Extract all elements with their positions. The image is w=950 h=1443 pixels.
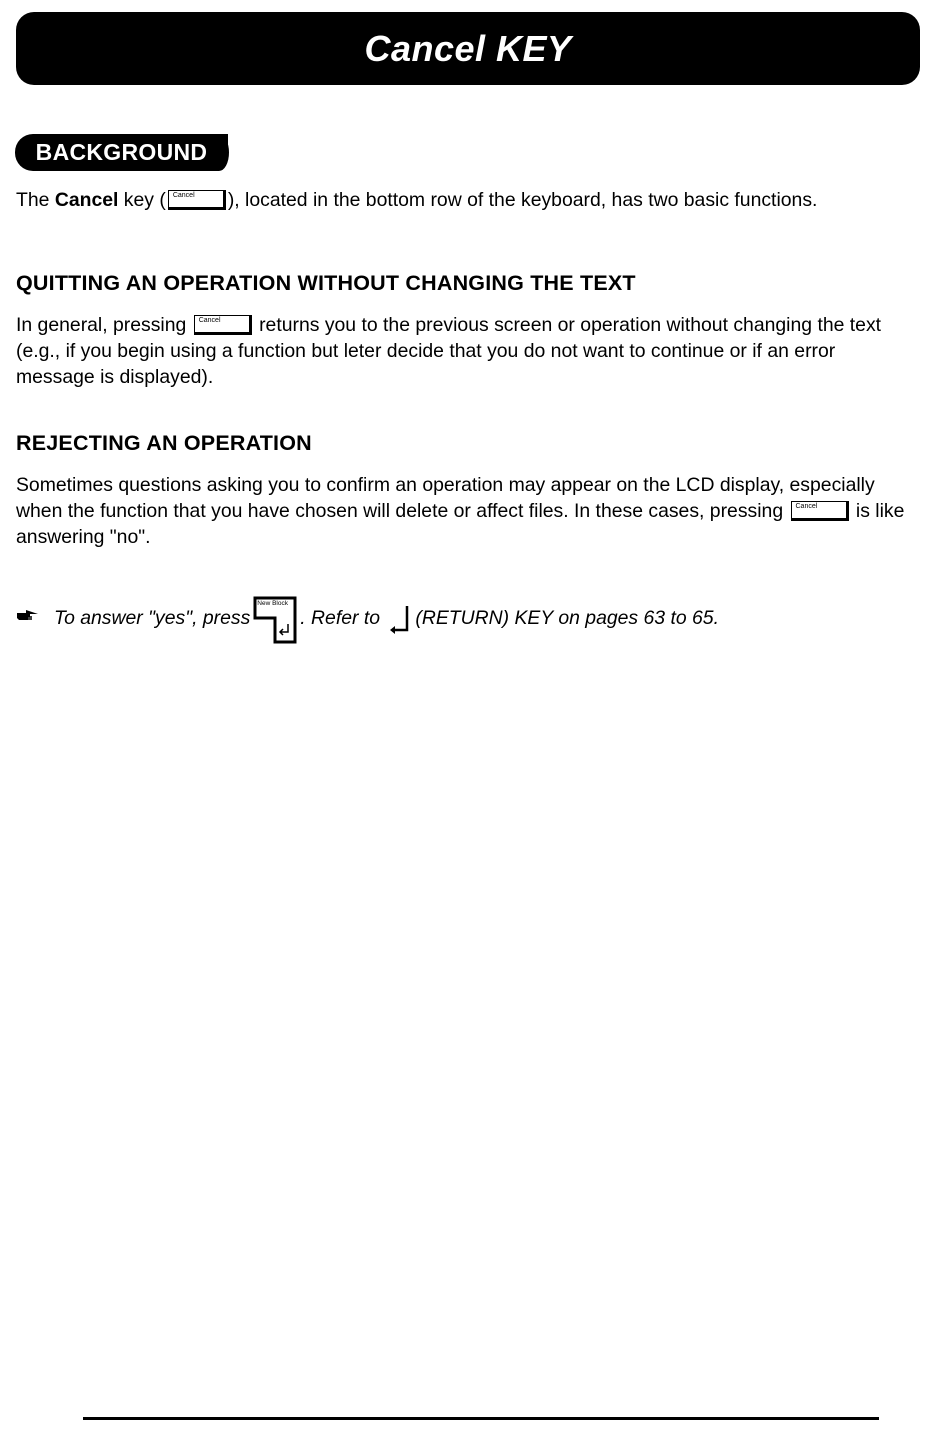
intro-mid: key ( bbox=[123, 189, 166, 211]
note-mid: . Refer to bbox=[300, 607, 381, 629]
cancel-key-icon bbox=[791, 501, 849, 521]
page-title: Cancel KEY bbox=[364, 27, 572, 69]
title-banner bbox=[16, 12, 920, 85]
quitting-pre: In general, pressing bbox=[16, 314, 187, 336]
cancel-key-label: Cancel bbox=[795, 503, 818, 510]
section-label-text: BACKGROUND bbox=[35, 139, 208, 165]
intro-post: ), located in the bottom row of the keyboard, has two basic functions. bbox=[227, 189, 818, 211]
cancel-key-label: Cancel bbox=[198, 317, 221, 324]
cancel-key-label: Cancel bbox=[172, 192, 195, 199]
cancel-key-icon bbox=[168, 190, 226, 210]
note-post: (RETURN) KEY on pages 63 to 65. bbox=[415, 607, 719, 629]
quitting-paragraph bbox=[16, 312, 911, 390]
rejecting-paragraph bbox=[16, 472, 911, 550]
rejecting-post: is like answering "no". bbox=[16, 500, 905, 548]
footer-rule bbox=[83, 1417, 879, 1420]
quitting-post: returns you to the previous screen or operation without changing the text (e.g., if you begin using a function but leter decide that you do not want to continue or if an error message is displayed). bbox=[16, 314, 882, 388]
intro-paragraph bbox=[16, 187, 911, 213]
new-block-key-label: New Block bbox=[257, 600, 288, 607]
intro-pre: The bbox=[16, 189, 50, 211]
note-line bbox=[16, 596, 719, 646]
intro-bold-cancel: Cancel bbox=[54, 189, 119, 211]
heading-rejecting: REJECTING AN OPERATION bbox=[16, 431, 312, 455]
note-pre: To answer "yes", press bbox=[54, 607, 251, 629]
return-key-icon bbox=[385, 604, 415, 634]
heading-quitting: QUITTING AN OPERATION WITHOUT CHANGING THE TEXT bbox=[16, 271, 636, 295]
new-block-key-icon bbox=[252, 596, 298, 646]
section-label-background bbox=[15, 134, 228, 171]
pointing-hand-icon bbox=[16, 608, 40, 622]
rejecting-pre: Sometimes questions asking you to confirm an operation may appear on the LCD display, especially when the function that you have chosen will delete or affect files. In these cases, pressing bbox=[16, 474, 875, 522]
cancel-key-icon bbox=[194, 315, 252, 335]
